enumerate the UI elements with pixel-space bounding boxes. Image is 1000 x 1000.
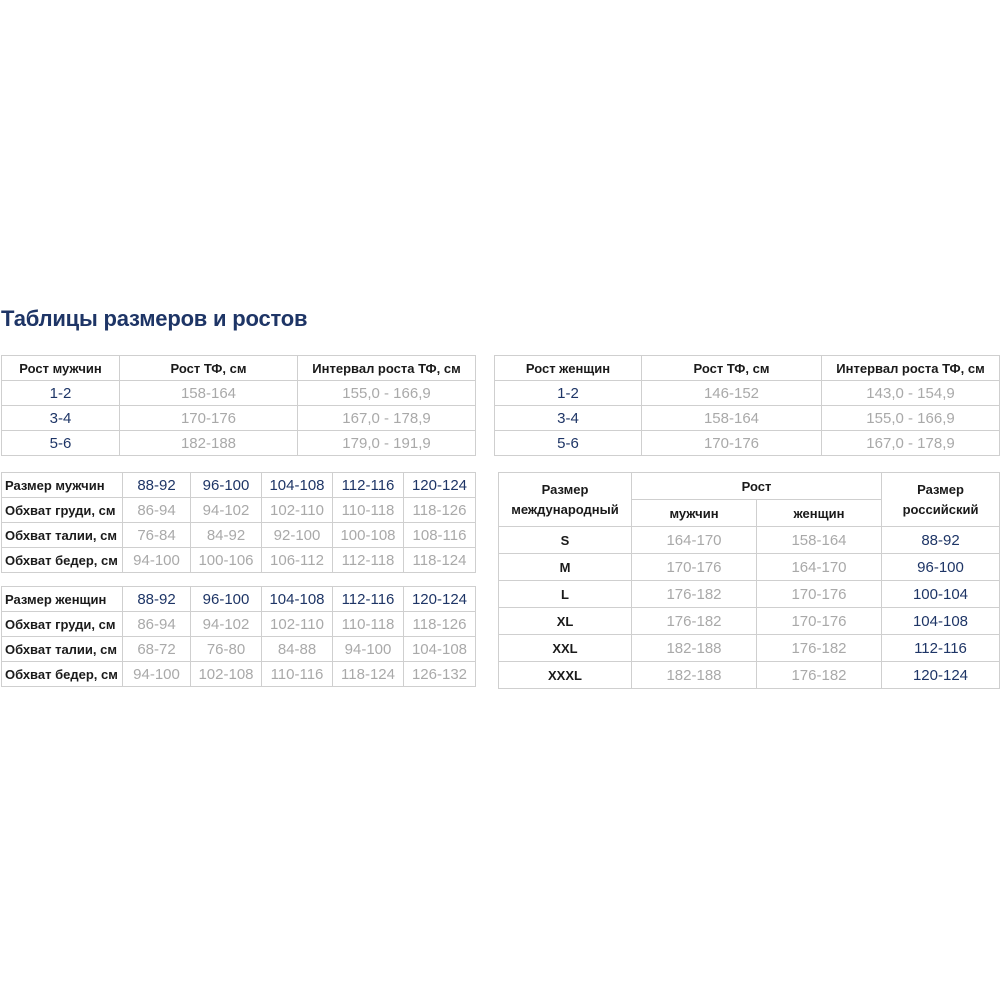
table-row	[2, 381, 476, 406]
table-row	[2, 406, 476, 431]
table-row	[499, 527, 1000, 554]
table-cell: 112-116	[882, 635, 1000, 662]
size-cell: 96-100	[191, 473, 262, 498]
column-header: Рост женщин	[495, 356, 642, 381]
table-cell: 104-108	[882, 608, 1000, 635]
header-line: Размер	[541, 481, 589, 497]
table-cell: 179,0 - 191,9	[298, 431, 476, 456]
size-label: S	[499, 527, 632, 554]
table-cell: 158-164	[757, 527, 882, 554]
table-cell: 3-4	[2, 406, 120, 431]
table-header-row	[495, 356, 1000, 381]
table-cell: 164-170	[632, 527, 757, 554]
table-cell: 108-116	[404, 523, 476, 548]
header-line: международный	[511, 501, 619, 517]
size-cell: 120-124	[404, 473, 476, 498]
column-header-height: Рост	[632, 473, 882, 500]
size-cell: 112-116	[333, 473, 404, 498]
table-cell: 100-106	[191, 548, 262, 573]
table-cell: 94-100	[333, 637, 404, 662]
table-cell: 3-4	[495, 406, 642, 431]
column-header: Рост ТФ, см	[642, 356, 822, 381]
table-cell: 182-188	[632, 662, 757, 689]
table-cell: 155,0 - 166,9	[298, 381, 476, 406]
table-cell: 118-126	[404, 612, 476, 637]
table-header-row	[2, 587, 476, 612]
row-label: Обхват бедер, см	[2, 662, 123, 687]
table-header-row	[2, 473, 476, 498]
column-header-intl-size	[499, 473, 632, 527]
table-cell: 170-176	[120, 406, 298, 431]
table-cell: 102-110	[262, 612, 333, 637]
column-header: Интервал роста ТФ, см	[822, 356, 1000, 381]
header-line: российский	[902, 501, 979, 517]
table-cell: 104-108	[404, 637, 476, 662]
table-cell: 182-188	[120, 431, 298, 456]
row-label: Обхват бедер, см	[2, 548, 123, 573]
table-cell: 102-108	[191, 662, 262, 687]
table-row	[499, 662, 1000, 689]
table-cell: 182-188	[632, 635, 757, 662]
table-row	[495, 406, 1000, 431]
column-header: Интервал роста ТФ, см	[298, 356, 476, 381]
table-row	[495, 431, 1000, 456]
table-cell: 120-124	[882, 662, 1000, 689]
row-label: Размер женщин	[2, 587, 123, 612]
row-label: Обхват талии, см	[2, 523, 123, 548]
table-cell: 96-100	[882, 554, 1000, 581]
table-cell: 106-112	[262, 548, 333, 573]
row-label: Обхват груди, см	[2, 612, 123, 637]
row-label: Обхват талии, см	[2, 637, 123, 662]
table-cell: 76-80	[191, 637, 262, 662]
table-cell: 76-84	[123, 523, 191, 548]
men-height-table	[1, 355, 476, 456]
row-label: Размер мужчин	[2, 473, 123, 498]
page-title: Таблицы размеров и ростов	[1, 306, 308, 331]
table-cell: 126-132	[404, 662, 476, 687]
size-cell: 88-92	[123, 473, 191, 498]
size-cell: 112-116	[333, 587, 404, 612]
table-cell: 176-182	[757, 662, 882, 689]
table-row	[495, 381, 1000, 406]
column-header: Рост мужчин	[2, 356, 120, 381]
column-header-men: мужчин	[632, 500, 757, 527]
table-cell: 158-164	[642, 406, 822, 431]
table-cell: 176-182	[632, 581, 757, 608]
column-header-women: женщин	[757, 500, 882, 527]
table-cell: 1-2	[2, 381, 120, 406]
table-cell: 146-152	[642, 381, 822, 406]
table-cell: 94-100	[123, 662, 191, 687]
table-cell: 100-104	[882, 581, 1000, 608]
table-row	[499, 581, 1000, 608]
size-cell: 88-92	[123, 587, 191, 612]
size-label: XXL	[499, 635, 632, 662]
table-cell: 143,0 - 154,9	[822, 381, 1000, 406]
table-cell: 155,0 - 166,9	[822, 406, 1000, 431]
size-label: L	[499, 581, 632, 608]
table-cell: 1-2	[495, 381, 642, 406]
women-height-table	[494, 355, 1000, 456]
table-cell: 110-118	[333, 612, 404, 637]
table-cell: 112-118	[333, 548, 404, 573]
table-cell: 5-6	[2, 431, 120, 456]
table-header-row	[2, 356, 476, 381]
table-cell: 170-176	[642, 431, 822, 456]
table-cell: 100-108	[333, 523, 404, 548]
table-cell: 176-182	[757, 635, 882, 662]
size-label: M	[499, 554, 632, 581]
table-cell: 94-102	[191, 498, 262, 523]
women-size-table	[1, 586, 476, 687]
table-cell: 118-124	[404, 548, 476, 573]
table-row	[2, 523, 476, 548]
table-cell: 167,0 - 178,9	[822, 431, 1000, 456]
men-size-table	[1, 472, 476, 573]
table-cell: 110-118	[333, 498, 404, 523]
table-cell: 170-176	[632, 554, 757, 581]
table-cell: 170-176	[757, 581, 882, 608]
table-cell: 118-126	[404, 498, 476, 523]
table-cell: 86-94	[123, 612, 191, 637]
table-row	[499, 554, 1000, 581]
size-label: XL	[499, 608, 632, 635]
table-cell: 5-6	[495, 431, 642, 456]
size-cell: 104-108	[262, 473, 333, 498]
size-cell: 120-124	[404, 587, 476, 612]
table-cell: 102-110	[262, 498, 333, 523]
table-row	[499, 635, 1000, 662]
table-cell: 176-182	[632, 608, 757, 635]
table-cell: 84-92	[191, 523, 262, 548]
international-size-table	[498, 472, 1000, 689]
table-cell: 94-102	[191, 612, 262, 637]
table-row	[2, 498, 476, 523]
column-header: Рост ТФ, см	[120, 356, 298, 381]
size-cell: 96-100	[191, 587, 262, 612]
size-cell: 104-108	[262, 587, 333, 612]
table-cell: 86-94	[123, 498, 191, 523]
table-row	[2, 612, 476, 637]
table-row	[2, 548, 476, 573]
table-row	[2, 662, 476, 687]
table-cell: 118-124	[333, 662, 404, 687]
table-cell: 110-116	[262, 662, 333, 687]
table-cell: 68-72	[123, 637, 191, 662]
table-cell: 92-100	[262, 523, 333, 548]
column-header-ru-size	[882, 473, 1000, 527]
size-label: XXXL	[499, 662, 632, 689]
header-line: Размер	[917, 481, 964, 497]
table-cell: 88-92	[882, 527, 1000, 554]
row-label: Обхват груди, см	[2, 498, 123, 523]
table-row	[499, 608, 1000, 635]
table-cell: 158-164	[120, 381, 298, 406]
table-cell: 164-170	[757, 554, 882, 581]
table-cell: 170-176	[757, 608, 882, 635]
table-row	[2, 637, 476, 662]
table-cell: 94-100	[123, 548, 191, 573]
table-row	[2, 431, 476, 456]
table-cell: 84-88	[262, 637, 333, 662]
table-cell: 167,0 - 178,9	[298, 406, 476, 431]
table-header-row	[499, 473, 1000, 500]
